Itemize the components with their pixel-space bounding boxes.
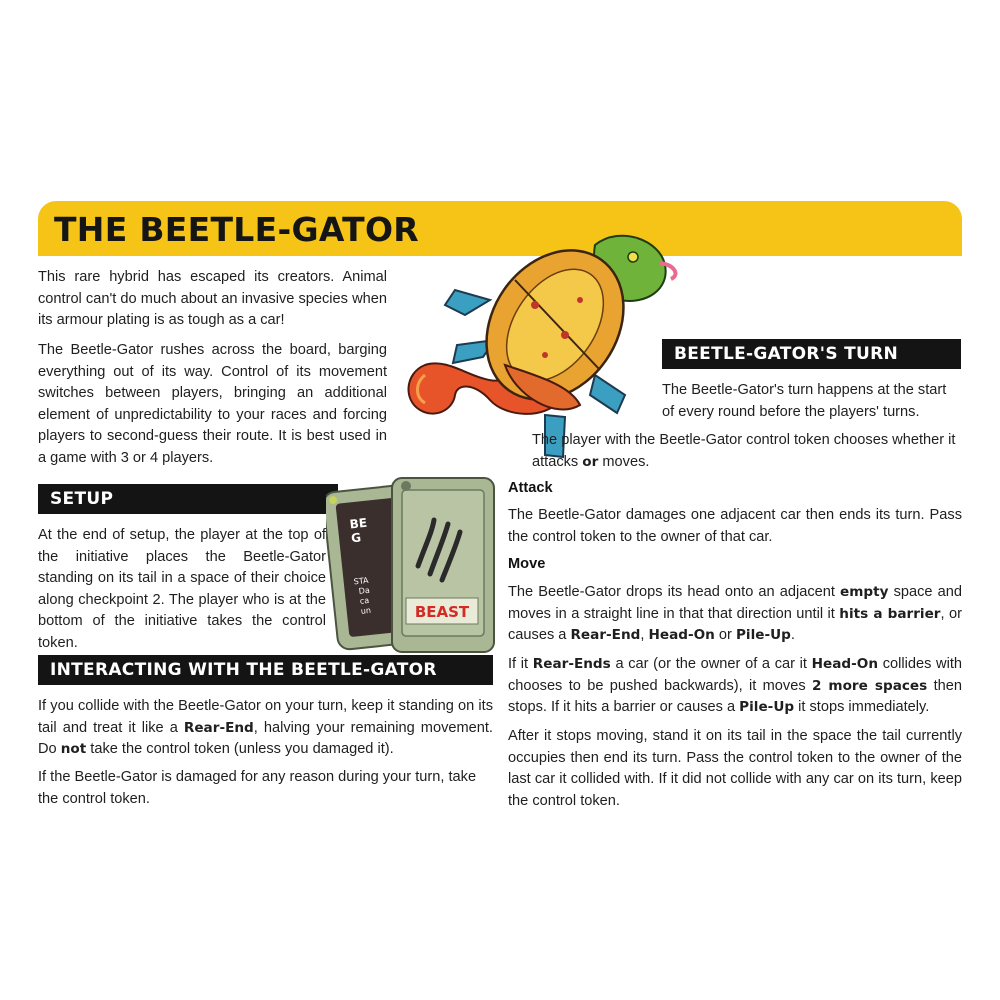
move-paragraph-1: The Beetle-Gator drops its head onto an adjacent empty space and moves in a straight line in that that direction until it hits a barrier, or causes a Rear-End, Head-On or Pile-Up. — [508, 584, 962, 644]
move-heading: Move — [508, 556, 546, 572]
interacting-heading: INTERACTING WITH THE BEETLE-GATOR — [38, 655, 493, 685]
move-paragraph-3: After it stops moving, stand it on its tail in the space the tail currently occupies then end its turn. Pass the control token to the owner of the last car it collided with. If it did not collide with any car on its turn, keep the control token. — [508, 728, 962, 809]
move-paragraph-2: If it Rear-Ends a car (or the owner of a car it Head-On collides with chooses to be pushed backwards), it moves 2 more spaces then stops. If it hits a barrier or causes a Pile-Up it stops immediately. — [508, 656, 963, 716]
card-label-beast: BEAST — [414, 603, 470, 621]
back-card-text: STA Da ca un — [353, 575, 372, 616]
intro-paragraph-1: This rare hybrid has escaped its creators. Animal control can't do much about an invasive species when its armour plating is as tough as a car! — [38, 269, 387, 329]
turn-paragraph-1: The Beetle-Gator's turn happens at the start of every round before the players' turns. — [662, 382, 947, 420]
back-card-title: BE G — [348, 515, 368, 546]
page-title: THE BEETLE-GATOR — [54, 210, 420, 249]
turn-heading: BEETLE-GATOR'S TURN — [662, 339, 961, 369]
interacting-paragraph-2: If the Beetle-Gator is damaged for any reason during your turn, take the control token. — [38, 769, 477, 807]
attack-heading: Attack — [508, 480, 553, 496]
setup-text: At the end of setup, the player at the top of the initiative places the Beetle-Gator standing on its tail in a space of their choice along checkpoint 2. The player who is at the bottom of the initiative takes the control token. — [38, 527, 326, 651]
beast-cards-illustration — [326, 474, 498, 656]
attack-text: The Beetle-Gator damages one adjacent car then ends its turn. Pass the control token to the owner of that car. — [508, 507, 962, 545]
interacting-paragraph-1: If you collide with the Beetle-Gator on your turn, keep it standing on its tail and treat it like a Rear-End, halving your remaining movement. Do not take the control token (unless you damaged it). — [38, 698, 493, 758]
intro-paragraph-2: The Beetle-Gator rushes across the board, barging everything out of its way. Control of its movement switches between players, bringing an additional element of unpredictability to your races and forcing players to second-guess their route. It is best used in a game with 3 or 4 players. — [38, 342, 387, 466]
setup-heading: SETUP — [38, 484, 338, 514]
turn-paragraph-2: The player with the Beetle-Gator control token chooses whether it attacks or moves. — [532, 432, 956, 470]
